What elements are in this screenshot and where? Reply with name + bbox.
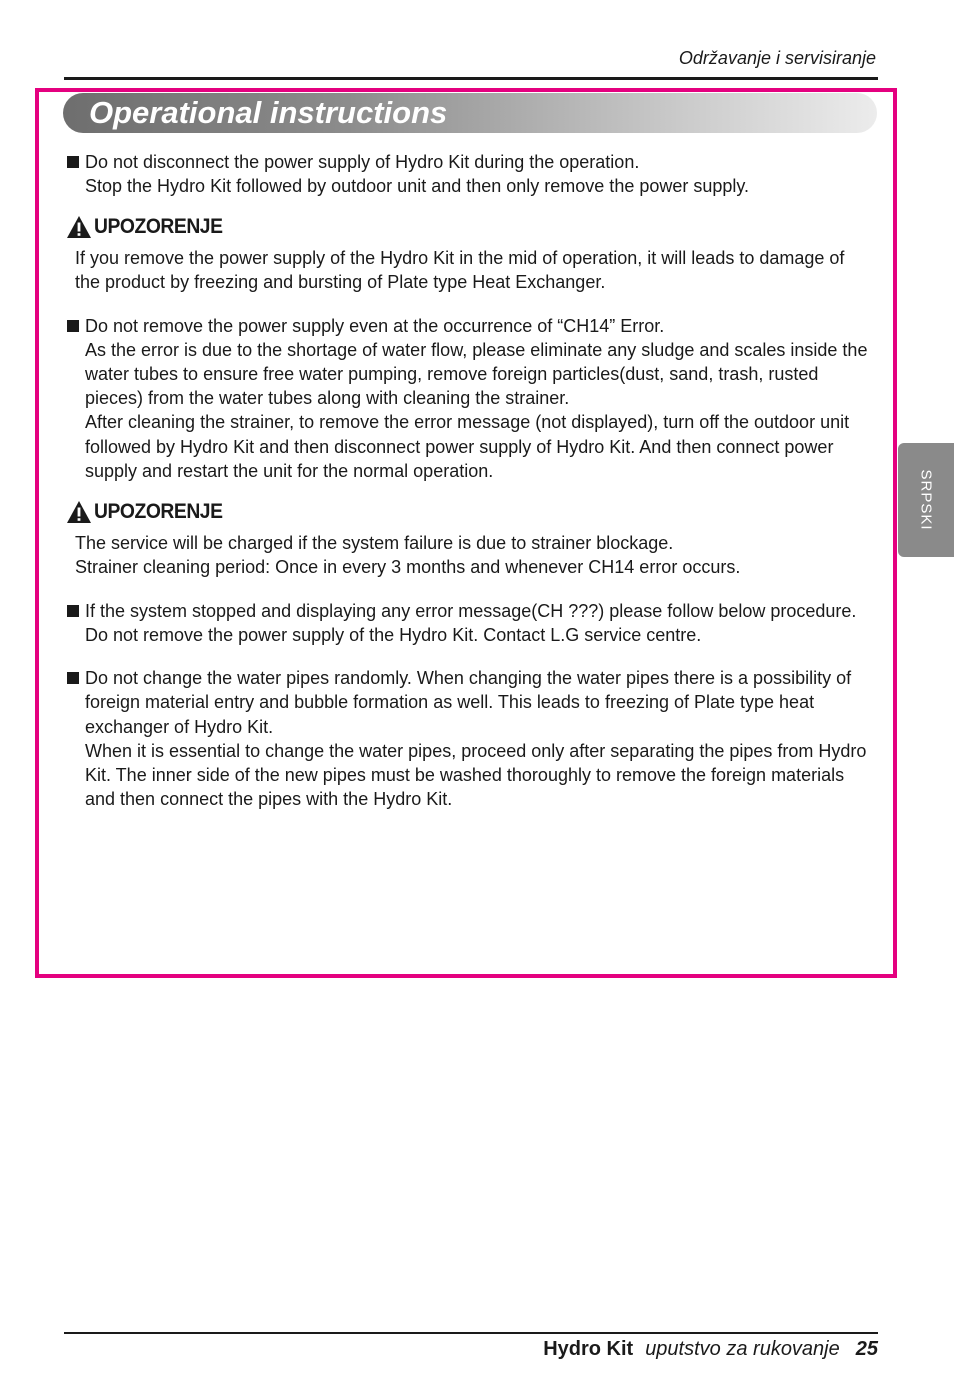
text-line: and then connect the pipes with the Hydro Kit.	[85, 789, 453, 809]
warning-triangle-icon	[66, 500, 92, 524]
bullet-square	[67, 320, 79, 332]
warning-triangle-icon	[66, 215, 92, 239]
text-line: Stop the Hydro Kit followed by outdoor unit and then only remove the power supply.	[85, 176, 750, 196]
header-rule	[64, 77, 878, 80]
text-line: Do not change the water pipes randomly. When changing the water pipes there is a possibility of	[85, 668, 852, 688]
text-line: Strainer cleaning period: Once in every 3 months and whenever CH14 error occurs.	[75, 557, 741, 577]
warning-label: UPOZORENJE	[94, 499, 223, 523]
text-line: Do not remove the power supply of the Hydro Kit. Contact L.G service centre.	[85, 625, 702, 645]
text-line: foreign material entry and bubble formation as well. This leads to freezing of Plate type heat	[85, 692, 815, 712]
title-bar	[63, 93, 877, 133]
footer-rule	[64, 1332, 878, 1334]
warning-heading	[66, 499, 234, 525]
bullet-square	[67, 672, 79, 684]
text-line: exchanger of Hydro Kit.	[85, 717, 274, 737]
warning-heading	[66, 214, 234, 240]
text-line: If you remove the power supply of the Hydro Kit in the mid of operation, it will leads to damage of	[75, 248, 845, 268]
text-line: After cleaning the strainer, to remove the error message (not displayed), turn off the outdoor unit	[85, 412, 850, 432]
text-line: The service will be charged if the system failure is due to strainer blockage.	[75, 533, 674, 553]
bullet-square	[67, 156, 79, 168]
footer-brand: Hydro Kit	[543, 1338, 634, 1360]
text-line: Do not remove the power supply even at the occurrence of “CH14” Error.	[85, 316, 665, 336]
text-line: If the system stopped and displaying any error message(CH ???) please follow below procedure.	[85, 601, 857, 621]
text-line: pieces) from the water tubes along with cleaning the strainer.	[85, 388, 570, 408]
text-line: the product by freezing and bursting of Plate type Heat Exchanger.	[75, 272, 606, 292]
text-line: supply and restart the unit for the normal operation.	[85, 461, 494, 481]
bullet-square	[67, 605, 79, 617]
text-line: When it is essential to change the water pipes, proceed only after separating the pipes from Hydro	[85, 741, 867, 761]
text-line: Kit. The inner side of the new pipes must be washed thoroughly to remove the foreign materials	[85, 765, 845, 785]
footer	[543, 1338, 878, 1361]
language-side-tab	[898, 443, 954, 557]
language-label: SRPSKI	[917, 469, 935, 531]
text-line: followed by Hydro Kit and then disconnect power supply of Hydro Kit. And then connect power	[85, 437, 834, 457]
page-number: 25	[855, 1338, 878, 1360]
text-line: Do not disconnect the power supply of Hydro Kit during the operation.	[85, 152, 640, 172]
footer-doc-title: uputstvo za rukovanje	[645, 1338, 840, 1360]
text-line: water tubes to ensure free water pumping, remove foreign particles(dust, sand, trash, rusted	[85, 364, 819, 384]
header-section-title: Održavanje i servisiranje	[678, 48, 876, 68]
page-title: Operational instructions	[89, 95, 448, 130]
warning-label: UPOZORENJE	[94, 214, 223, 238]
text-line: As the error is due to the shortage of water flow, please eliminate any sludge and scales inside the	[85, 340, 868, 360]
